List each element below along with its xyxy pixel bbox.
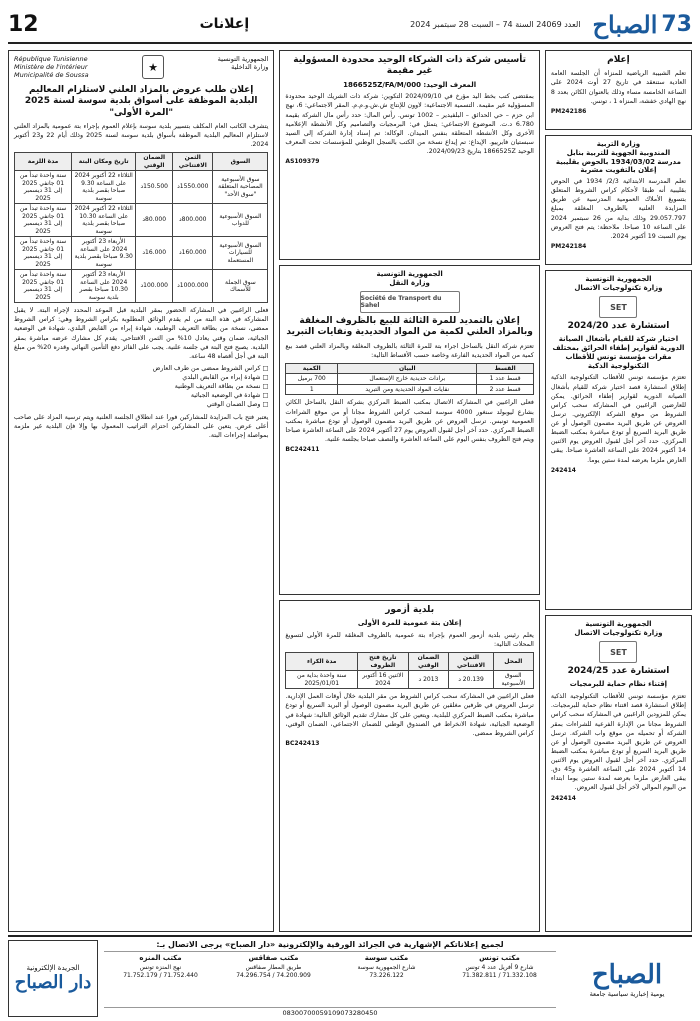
col-header: الكمية: [286, 363, 338, 374]
ad-telecom-20: [545, 270, 692, 610]
markets-table: [14, 152, 268, 303]
cell: 1000.000د: [173, 270, 213, 303]
ad-subtitle: المعرف الوحيد: 1866525Z/FA/M/000: [343, 80, 477, 89]
notice-education: [545, 135, 692, 265]
set-logo: SET: [599, 641, 637, 663]
office-item: مكتب سوسة شارع الجمهورية سوسة 73.226.122: [357, 954, 416, 980]
list-item: □ نسخة من بطاقة التعريف الوطنية: [174, 383, 269, 391]
ministry-fr: Ministère de l'intérieur: [14, 63, 88, 71]
ad-sousse-markets: [8, 50, 274, 932]
cell: الاثنين 16 أكتوبر 2024: [358, 671, 408, 689]
cell: سوق الجملة للأسماك: [213, 270, 268, 303]
footer: [8, 935, 692, 1017]
col-header: السوق: [213, 153, 268, 171]
cell: 1550.000د: [173, 171, 213, 204]
table-row: [15, 204, 268, 237]
cell: 160.000د: [173, 237, 213, 270]
cell: قسط عدد 1: [477, 374, 533, 385]
ad-title: استشارة عدد 2024/25: [567, 666, 670, 677]
ad-text: يعتبر فتح باب المزايدة للمشاركين فورا عند انطلاق الجلسة العلنية ويتم ترسية المزاد على صاحب أعلى عرض. يتعين على المشاركين احترام التراتيب المعمول بها وإلا فإن البلدية غير ملزمة بمواصلة إجراءات البتة.: [14, 413, 269, 439]
cell: الثلاثاء 22 أكتوبر 2024 على الساعة 10.30 صباحا بقصر بلدية سوسة: [72, 204, 136, 237]
cell: الأربعاء 23 أكتوبر 2024 على الساعة 10.30 صباحا بقصر بلدية سوسة: [72, 270, 136, 303]
republic-label: الجمهورية التونسية: [376, 270, 443, 278]
columns: [8, 50, 692, 932]
cell: سوق الأسبوعية المصاحبة المتعلقة "سوق الأحد": [213, 171, 268, 204]
cell: السوق الأسبوعية للدواب: [213, 204, 268, 237]
rep-ar: [218, 55, 269, 71]
cell: 20.139 د: [449, 671, 493, 689]
directorate-label: المندوبية الجهوية للتربية بنابل: [566, 148, 671, 157]
republic-label: الجمهورية التونسية: [585, 620, 652, 628]
cell: 16.000د: [136, 237, 173, 270]
ad-title: استشارة عدد 2024/20: [567, 321, 670, 332]
set-logo: SET: [599, 296, 637, 318]
ad-text: يعلم رئيس بلدية أزمور العموم بإجراء بتة عمومية بالظروف المغلقة للمرة الأولى لتسويغ المحلات التالية:: [285, 632, 534, 649]
table-row: [15, 171, 268, 204]
logo-number: 73: [661, 11, 692, 37]
office-item: مكتب تونس شارع 9 أفريل عدد 4 تونس 71.332.108 / 71.382.811: [462, 954, 537, 980]
documents-list: [14, 364, 268, 410]
ad-company: [279, 50, 539, 260]
cell: سنة واحدة تبدأ من 01 جانفي 2025 إلى 31 ديسمبر 2025: [15, 204, 72, 237]
school-label: مدرسة 1934/03/02 بالحوض بقليبية: [555, 157, 681, 166]
ad-transport: [279, 265, 539, 595]
office-item: مكتب المنزه نهج المنزه تونس 71.752.440 / 71.752.179: [123, 954, 198, 980]
ad-subtitle: إعلان بتة عمومية للمرة الأولى: [357, 619, 462, 628]
cell: سنة واحدة تبدأ من 01 جانفي 2025 إلى 31 ديسمبر 2025: [15, 171, 72, 204]
ad-ref: 242414: [550, 794, 576, 802]
ad-text: فعلى الراغبين في المشاركة الاتصال بمكتب الضبط المركزي بشركة النقل بالساحل الكائن بشارع ليوبولد سنغور 4000 سوسة لسحب كراس الشروط مجانا أو من موقع الشراءات العمومية تونبس. ترسل العروض عن طريق البريد مضمون الوصول أو تودع مباشرة بمكتب الضبط المركزي. حدد آخر أجل لقبول العروض يوم 27 أكتوبر 2024 على الساعة العاشرة صباحا ويتم فتح الظروف بنفس اليوم على الساعة العاشرة والنصف صباحا بجلسة علنية.: [285, 399, 534, 443]
ad-text: بمقتضى كتب بخط اليد مؤرخ في 2024/09/10 التكوين: شركة ذات الشريك الوحيد محدودة المسؤولية غير مقيمة. التسمية الاجتماعية: لاوون للإنتاج ش.ش.و.م.م. المقر الاجتماعي: 6، نهج ابن حزم – حي الحدائق – البلفيدير – 1002 تونس. رأس المال: حدد رأس مال الشركة بقيمة 6.780 د.ت. الموضوع الاجتماعي: يتمثل في: البرمجيات والتصاميم وكل الأنشطة الإعلامية الأخرى وكل الأنشطة المتعلقة بنفس الميدان. الوكالة: تم إسناد إدارة الشركة إلى السيد سبستيان فابرييو. الإيداع: تم إيداع نسخة من الكتب بالسجل الوطني للمؤسسات تحت المعرف الوحيد 1866525Z بتاريخ 2024/09/23.: [285, 93, 534, 155]
brand[interactable]: [410, 10, 692, 39]
ad-ref: AS109379: [285, 158, 320, 166]
ad-title: إعلان بالتمديد للمرة الثالثة للبيع بالظروف المغلقة وبالمزاد العلني لكمية من المواد الحديدية ونفايات التبريد: [286, 316, 533, 338]
logo: الصباح: [592, 9, 658, 39]
cell: 2013 د: [408, 671, 449, 689]
ad-subtitle: اختيار شركة للقيام بأشغال الصيانة الدورية لقوارير إطفاء الحرائق بمختلف مقرات مؤسسة تونس للأقطاب التكنولوجية الذكية: [552, 335, 685, 370]
table-row: [286, 384, 533, 395]
ministry-label: وزارة الداخلية: [231, 63, 269, 71]
footer-contacts: [104, 940, 556, 1017]
table-row: [15, 237, 268, 270]
list-item: □ شهادة إبراء من القابض البلدي: [182, 374, 269, 381]
ministry-label: وزارة التربية: [596, 140, 641, 148]
footer-bar: 08300700059109073280450: [104, 1007, 556, 1017]
sts-logo: Société de Transport du Sahel: [360, 291, 460, 313]
masthead: [8, 6, 692, 44]
cell: السوق الأسبوعية للسيارات المستعملة: [213, 237, 268, 270]
ministry-label: وزارة تكنولوجيات الاتصال: [574, 629, 663, 638]
table-row: [15, 270, 268, 303]
col-header: الثمن الافتتاحي: [173, 153, 213, 171]
ad-text: تعتزم مؤسسة تونس للأقطاب التكنولوجية الذكية إطلاق استشارة قصد اختيار شركة للقيام بأشغال الصيانة الدورية لقوارير إطفاء الحرائق. يمكن للعارضين الراغبين في المشاركة سحب كراس الشروط من موقع الشركة الإلكتروني. ترسل العروض عن طريق البريد مضمون الوصول أو عن طريق البريد السريع أو تودع مباشرة بمكتب الضبط المركزي. حدد آخر أجل لقبول العروض يوم الاثنين 14 أكتوبر 2024 على الساعة العاشرة صباحا. يبقى العارض ملزما بعرضه لمدة ستين يوما.: [550, 374, 686, 464]
side-label: الجريدة الإلكترونية: [26, 964, 80, 972]
ad-title: إعلان طلب عروض بالمزاد العلني لاستلزام المعاليم البلدية الموظفة على أسواق بلدية سوسة لسنة 2025 "المرة الأولى": [24, 85, 258, 118]
col-header: الضمان الوقتي: [136, 153, 173, 171]
table-row: [286, 374, 533, 385]
side-brand: دار الصباح: [14, 972, 92, 993]
ad-subtitle: إقتناء نظام حماية للبرمجيات: [569, 680, 668, 689]
notice-text: تعلم الشبيبة الرياضية للمنزاه أن الجلسة العامة العادية ستنعقد في تاريخ 27 أوت 2024 على الساعة الخامسة مساء وذلك بالعنوان الكائن بعدد 8 نهج الهادي خفشة، المنزاه 1 ، تونس.: [550, 70, 686, 105]
rep-fr: [14, 55, 89, 79]
list-item: □ كراس الشروط ممضى من طرف العارض: [152, 364, 269, 372]
ad-text: تعتزم مؤسسة تونس للأقطاب التكنولوجية الذكية إطلاق استشارة قصد اقتناء نظام حماية للبرمجيات. يمكن للمزودين الراغبين في المشاركة سحب كراس الشروط مجانا من الإدارة الفرعية للشراءات بمقر الشركة أو تحميله من موقع واب الشركة. ترسل العروض عن طريق البريد مضمون الوصول أو عن طريق البريد السريع أو تودع مباشرة بمكتب الضبط المركزي. حدد آخر أجل لقبول العروض يوم الاثنين 14 أكتوبر 2024 على الساعة العاشرة و45 دق. يبقى العارض ملزما بعرضه لمدة ستين يوما ابتداء من اليوم الموالي لآخر أجل لقبول العروض.: [550, 693, 686, 792]
column-right: [545, 50, 692, 932]
ad-baladia-azmour: [279, 600, 539, 932]
municipality-fr: Municipalité de Soussa: [14, 71, 89, 79]
issue-line: العدد 24069 السنة 74 – السبت 28 سبتمبر 2024: [410, 19, 581, 29]
cell: 80.000د: [136, 204, 173, 237]
republic-fr: République Tunisienne: [14, 55, 88, 63]
ministry-label: وزارة النقل: [389, 279, 430, 288]
cell: سنة واحدة بداية من 2025/01/01: [286, 671, 358, 689]
col-header: القسط: [477, 363, 533, 374]
ad-ref: BC242411: [285, 446, 320, 454]
cell: السوق الأسبوعية: [493, 671, 533, 689]
emblem-icon: ★: [142, 55, 164, 79]
col-header: مدة الكراء: [286, 653, 358, 671]
footer-logo: الصباح: [591, 959, 663, 990]
ad-title: بلدية أزمور: [385, 605, 435, 615]
col-header: الضمان الوقتي: [408, 653, 449, 671]
col-header: المحل: [493, 653, 533, 671]
lots-table: [285, 363, 533, 396]
ad-ref: BC242413: [285, 739, 320, 747]
ministry-label: وزارة تكنولوجيات الاتصال: [574, 284, 663, 293]
cell: قسط عدد 2: [477, 384, 533, 395]
cell: 800.000د: [173, 204, 213, 237]
republic-label: الجمهورية التونسية: [217, 55, 269, 63]
cell: 1: [286, 384, 338, 395]
cell: سنة واحدة تبدأ من 01 جانفي 2025 إلى 31 ديسمبر 2025: [15, 270, 72, 303]
footer-heading: لجميع إعلاناتكم الإشهارية في الجرائد الورقية والإلكترونية «دار الصباح» يرجى الاتصال بـ:: [104, 940, 556, 952]
shops-table: [285, 652, 533, 689]
ad-telecom-25: [545, 615, 692, 932]
footer-side: [8, 940, 98, 1017]
notice-title: إعلام: [607, 55, 630, 65]
col-header: البيان: [338, 363, 477, 374]
cell: 100.000د: [136, 270, 173, 303]
notice-ref: PM242184: [550, 242, 587, 250]
ad-text: تعتزم شركة النقل بالساحل اجراء بتة للمرة الثالثة بالظروف المغلقة وبالمزاد العلني قصد بيع كمية من المواد الحديدية الفارغة وخاصة حسب الأقساط التالية:: [285, 342, 534, 359]
offices: [104, 954, 556, 1007]
section-title: إعلانات: [199, 16, 250, 32]
ad-ref: 242414: [550, 466, 576, 474]
office-item: مكتب صفاقس طريق المطار صفاقس 74.200.909 / 74.296.754: [236, 954, 311, 980]
cell: 700 برميل: [286, 374, 338, 385]
col-header: تاريخ ومكان البتة: [72, 153, 136, 171]
cell: برادات حديدية خارج الإستعمال: [338, 374, 477, 385]
notice-heading: إعلان بالتفويت مشربة: [580, 166, 657, 175]
ad-header-row: [14, 55, 268, 79]
list-item: □ وصل الضمان الوقتي: [206, 401, 269, 409]
republic-label: الجمهورية التونسية: [585, 275, 652, 283]
cell: الثلاثاء 22 أكتوبر 2024 على الساعة 9.30 صباحا بقصر بلدية سوسة: [72, 171, 136, 204]
ad-intro: يتشرف الكاتب العام المكلف بتسيير بلدية سوسة بإعلام العموم بإجراء بتة عمومية بالمزاد العلني لاستلزام المعاليم البلدية الموظفة بأسواق بلدية سوسة لسنة 2025 وذلك أيام 22 و23 أكتوبر 2024.: [14, 122, 269, 148]
ad-title: تأسيس شركة ذات الشركاء الوحيد محدودة المسؤولية غير مقيمة: [293, 55, 527, 77]
notice-ref: PM242186: [550, 107, 587, 115]
cell: الأربعاء 23 أكتوبر 2024 على الساعة 9.30 صباحا بقصر بلدية سوسة: [72, 237, 136, 270]
column-left: [8, 50, 274, 932]
column-middle: [279, 50, 539, 932]
cell: 150.500د: [136, 171, 173, 204]
table-row: [286, 671, 533, 689]
notice-ilam: [545, 50, 692, 130]
ad-text: فعلى الراغبين في المشاركة سحب كراس الشروط من مقر البلدية خلال أوقات العمل الإدارية. ترسل العروض في ظرفين مغلقين عن طريق البريد مضمون الوصول أو البريد السريع أو تودع مباشرة بمكتب الضبط المركزي للبلدية. ويتعين على كل مشارك تقديم الوثائق التالية: شهادة في الوضعية الجبائية، شهادة الانخراط في الصندوق الوطني للضمان الاجتماعي، الضمان الوقتي، كراس الشروط ممضى.: [285, 693, 534, 737]
ad-text: فعلى الراغبين في المشاركة الحضور بمقر البلدية قبل الموعد المحدد لإجراء البتة. لا يقبل المشاركة في هذه البتة من لم يقدم الوثائق المطلوبة بكراس الشروط وهي: كراس الشروط ممضى، نسخة من بطاقة التعريف الوطنية، شهادة إبراء من القابض البلدي، شهادة في الوضعية الجبائية، ضمان وقتي يعادل 10% من الثمن الافتتاحي. يقدم كل مشارك عرضه مباشرة بمقر البلدية. يصبح فتح البتة في جلسة علنية. يجب على الفائز دفع التأمين النهائي وقدره 20% من مبلغ البتة في أجل أقصاه 48 ساعة.: [14, 307, 269, 360]
list-item: □ شهادة في الوضعية الجبائية: [190, 392, 269, 400]
footer-tagline: يومية إخبارية سياسية جامعة: [589, 989, 665, 998]
footer-brand: [562, 940, 692, 1017]
col-header: الثمن الافتتاحي: [449, 653, 493, 671]
cell: نفايات المواد الحديدية ومن التبريد: [338, 384, 477, 395]
page-number: 12: [8, 11, 39, 37]
cell: سنة واحدة تبدأ من 01 جانفي 2025 إلى 31 ديسمبر 2025: [15, 237, 72, 270]
col-header: مدة اللزمة: [15, 153, 72, 171]
col-header: تاريخ فتح الظروف: [358, 653, 408, 671]
notice-text: تعلم المدرسة الابتدائية 2/3/ 1934 في الحوض بقليبية أنه طبقا لأحكام كراس الشروط المتعلق بتسويغ الأملاك العمومية المدرسية عن طريق المزايدة العلنية بالظروف المغلقة بمبلغ 29.057.797 وذلك بداية من 26 سبتمبر 2024 على الساعة 10 صباحا. ملاحظة: يتم فتح العروض يوم السبت 19 أكتوبر 2024.: [550, 178, 686, 240]
